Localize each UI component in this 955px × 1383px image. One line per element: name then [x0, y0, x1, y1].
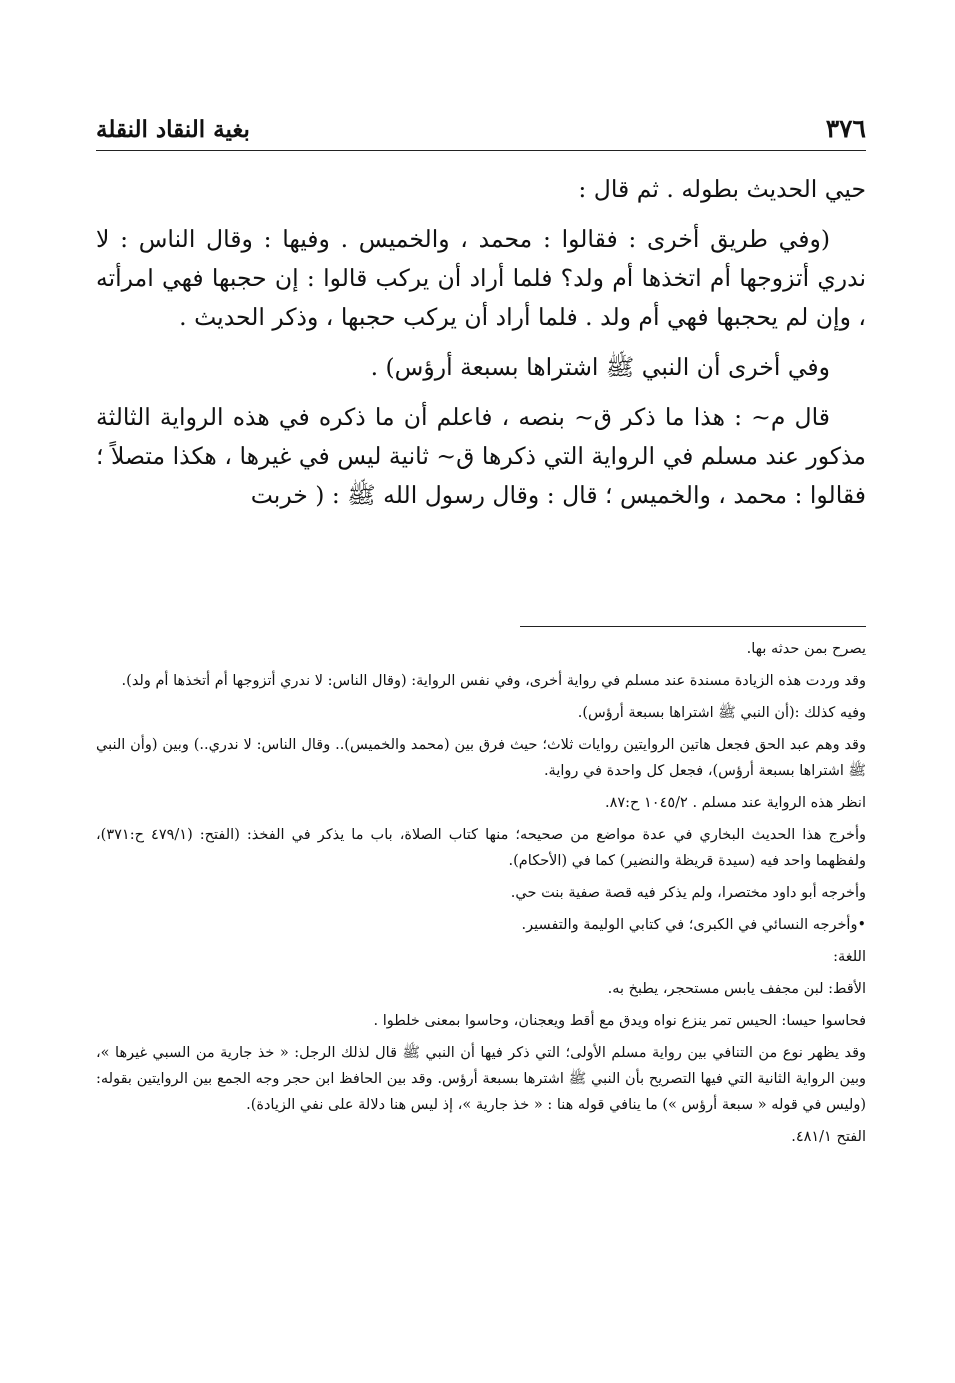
footnote-line: فحاسوا حيسا: الحيس تمر ينزع نواه ويدق مع أقط ويعجنان، وحاسوا بمعنى خلطوا . [373, 1013, 866, 1029]
main-paragraph: حيي الحديث بطوله . ثم قال : [578, 175, 866, 203]
footnote-line: وأخرج هذا الحديث البخاري في عدة مواضع من صحيحه؛ منها كتاب الصلاة، باب ما يذكر في الفخذ: (الفتح: (٤٧٩/١ ح:٣٧١)، ولفظهما واحد فيه (سيدة قريظة والنضير) كما في (الأحكام). [96, 827, 866, 869]
footnote-line: انظر هذه الرواية عند مسلم . ١٠٤٥/٢ ح:٨٧. [604, 795, 866, 811]
running-header [96, 96, 866, 144]
footnote-line: •وأخرجه النسائي في الكبرى؛ في كتابي الوليمة والتفسير. [521, 917, 866, 933]
footnote-line: وقد وهم عبد الحق فجعل هاتين الروايتين روايات ثلاث؛ حيث فرق بين (محمد والخميس).. وقال الناس: لا ندري..) وبين (وأن النبي ﷺ اشتراها بسبعة أرؤس)، فجعل كل واحدة في رواية. [96, 737, 866, 779]
header-rule [96, 150, 866, 151]
main-paragraph: (وفي طريق أخرى : فقالوا : محمد ، والخميس . وفيها : وقال الناس : لا ندري أتزوجها أم اتخذها أم ولد؟ فلما أراد أن يركب قالوا : إن حجبها فهي امرأته ، وإن لم يحجبها فهي أم ولد . فلما أراد أن يركب حجبها ، وذكر الحديث . [96, 225, 866, 331]
main-paragraph: وفي أخرى أن النبي ﷺ اشتراها بسبعة أرؤس) . [370, 353, 830, 381]
footnote-line: الفتح ٤٨١/١. [791, 1129, 866, 1145]
footnote-line: وفيه كذلك :(أن النبي ﷺ اشتراها بسبعة أرؤس). [577, 705, 866, 721]
footnotes [96, 636, 866, 1156]
footnote-line: وأخرجه أبو داود مختصرا، ولم يذكر فيه قصة صفية بنت حي. [510, 885, 866, 901]
footnote-line: وقد يظهر نوع من التنافي بين رواية مسلم الأولى؛ التي ذكر فيها أن النبي ﷺ قال لذلك الرجل: « خذ جارية من السبي غيرها »، وبين الرواية الثانية التي فيها التصريح بأن النبي ﷺ اشترها بسبعة أرؤس. وقد بين الحافظ ابن حجر وجه الجمع بين الروايتين بقوله: (وليس في قوله « سبعة أرؤس ») ما ينافي قوله هنا : « خذ جارية »، إذ ليس هنا دلالة على نفي الزيادة). [96, 1045, 866, 1113]
footnote-line: وقد وردت هذه الزيادة مسندة عند مسلم في رواية أخرى، وفي نفس الرواية: (وقال الناس: لا ندري أتزوجها أم أتخذها أم ولد). [121, 673, 866, 689]
main-paragraph: قال م~ : هذا ما ذكر ق~ بنصه ، فاعلم أن ما ذكره في هذه الرواية الثالثة مذكور عند مسلم في الرواية التي ذكرها ق~ ثانية ليس في غيرها ، هكذا متصلاً ؛ فقالوا : محمد ، والخميس ؛ قال : وقال رسول الله ﷺ : ( خربت [96, 403, 866, 509]
page-number: ٣٧٦ [825, 114, 866, 143]
footnote-line: الأقط: لبن مجفف يابس مستحجر، يطبخ به. [607, 981, 866, 997]
main-text [96, 170, 866, 526]
footnote-separator [520, 626, 866, 627]
footnote-heading: اللغة: [833, 949, 866, 965]
footnote-line: يصرح بمن حدثه بها. [746, 641, 866, 657]
book-title: بغية النقاد النقلة [96, 116, 250, 144]
